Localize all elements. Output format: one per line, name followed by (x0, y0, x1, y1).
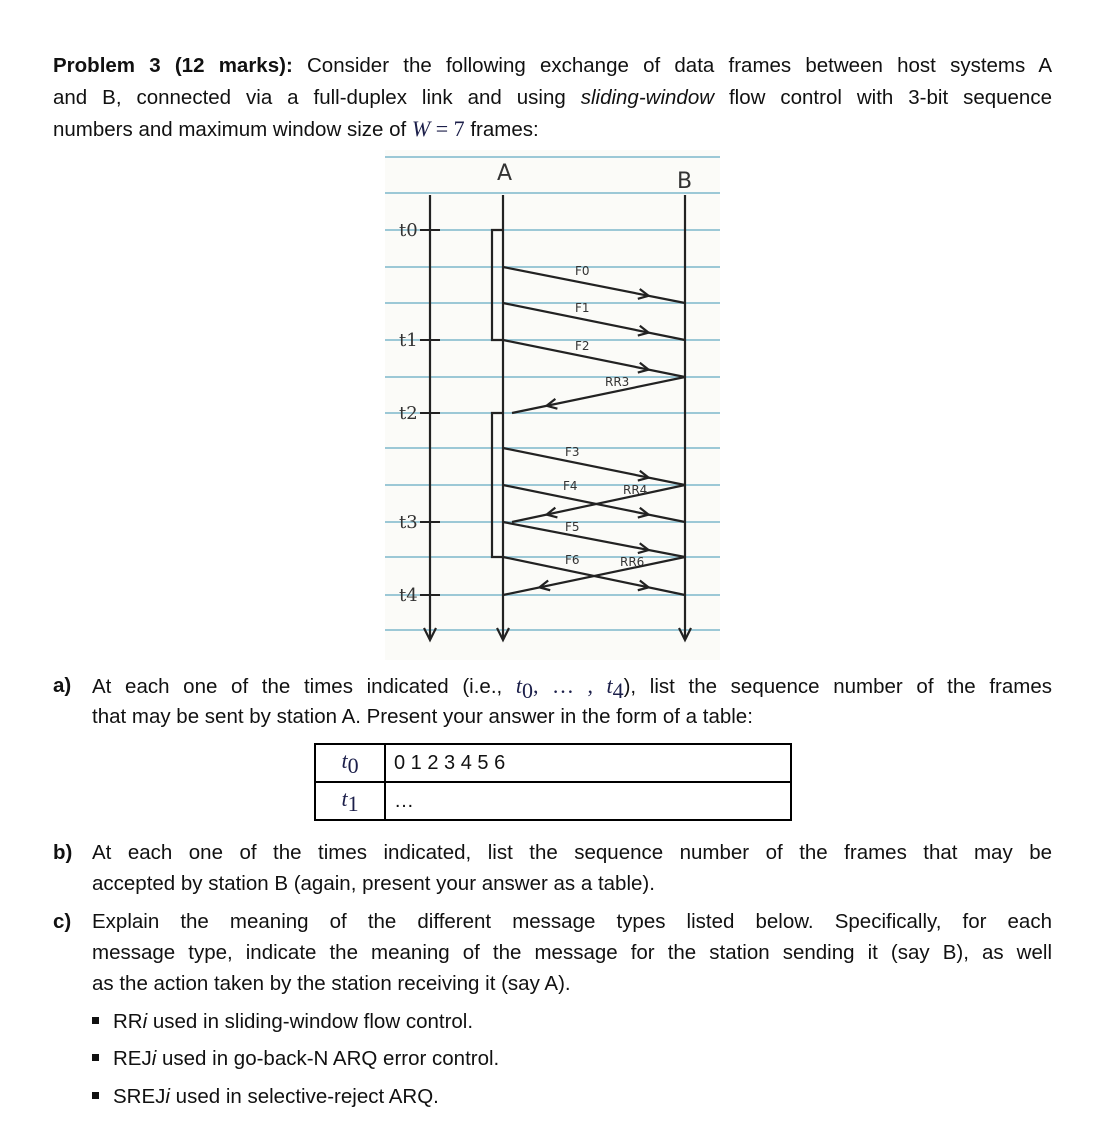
answer-table (314, 743, 792, 821)
math-var: t (341, 785, 348, 811)
part-c-line-3: as the action taken by the station receiving it (say A). (92, 972, 571, 995)
sliding-window-diagram (385, 150, 720, 660)
frame-label: F4 (563, 479, 578, 493)
bullet-item (92, 1046, 499, 1072)
time-label-2: t2 (399, 403, 418, 424)
frame-label: RR6 (620, 555, 645, 569)
bullet-icon (92, 1092, 99, 1099)
frame-label: F6 (565, 553, 580, 567)
math-sub: 4 (612, 678, 624, 704)
problem-line-3 (53, 116, 1052, 143)
text: RR (113, 1010, 143, 1033)
math-sub: 0 (522, 678, 534, 704)
problem-title: Problem 3 (12 marks): (53, 54, 293, 77)
time-label-0: t0 (399, 220, 418, 241)
frame-label: RR3 (605, 375, 630, 389)
math-var: t (606, 673, 613, 698)
part-a-label: a) (53, 674, 72, 697)
frame-label: RR4 (623, 483, 648, 497)
frame-label: F3 (565, 445, 580, 459)
text: and B, connected via a full-duplex link and using (53, 86, 581, 109)
text: At each one of the times indicated (i.e., (92, 675, 516, 698)
time-label-1: t1 (399, 330, 418, 351)
text: SREJ (113, 1085, 166, 1108)
emphasis: i (165, 1085, 170, 1108)
math-var: W (411, 116, 431, 141)
math-var: t (341, 747, 348, 773)
time-cell (315, 782, 385, 820)
part-a-line-1 (92, 673, 1052, 704)
text: REJ (113, 1047, 152, 1070)
time-label-4: t4 (399, 585, 418, 606)
value-cell: 0 1 2 3 4 5 6 (385, 744, 791, 782)
text: frames: (464, 118, 539, 141)
text: used in selective-reject ARQ. (169, 1085, 439, 1108)
math-sub: 0 (347, 752, 359, 778)
text: used in go-back-N ARQ error control. (156, 1047, 500, 1070)
math-var: t (515, 673, 523, 698)
part-b-line-1: At each one of the times indicated, list the sequence number of the frames that may be (92, 841, 1052, 864)
problem-line-1 (53, 53, 1052, 79)
frame-label: F2 (575, 339, 590, 353)
bullet-icon (92, 1017, 99, 1024)
part-c-line-2: message type, indicate the meaning of the message for the station sending it (say B), as well (92, 941, 1052, 964)
emphasis: i (151, 1047, 157, 1070)
part-a-line-2: that may be sent by station A. Present your answer in the form of a table: (92, 705, 753, 728)
text: used in sliding-window flow control. (147, 1010, 474, 1033)
math-eq: = 7 (430, 116, 465, 141)
time-cell (315, 744, 385, 782)
station-a-label: A (497, 161, 513, 186)
part-b-line-2: accepted by station B (again, present your answer as a table). (92, 872, 655, 895)
bullet-icon (92, 1054, 99, 1061)
bullet-item (92, 1009, 473, 1035)
emphasis: sliding-window (580, 86, 715, 109)
part-b-label: b) (53, 841, 73, 864)
time-label-3: t3 (399, 512, 418, 533)
part-c-label: c) (53, 910, 72, 933)
frame-label: F0 (575, 264, 590, 278)
math-sep: , … , (533, 673, 607, 698)
text: numbers and maximum window size of (53, 118, 412, 141)
table-row (315, 782, 791, 820)
frame-label: F1 (575, 301, 590, 315)
station-b-label: B (677, 169, 693, 194)
problem-line-2 (53, 85, 1052, 111)
text: Consider the following exchange of data frames between host systems A (292, 54, 1053, 77)
part-c-line-1: Explain the meaning of the different message types listed below. Specifically, for each (92, 910, 1052, 933)
emphasis: i (142, 1010, 148, 1033)
math-sub: 1 (347, 790, 359, 816)
value-cell: … (385, 782, 791, 820)
frame-label: F5 (565, 520, 580, 534)
text: ), list the sequence number of the frames (623, 675, 1053, 698)
text: flow control with 3-bit sequence (714, 86, 1052, 109)
bullet-item (92, 1084, 439, 1110)
table-row (315, 744, 791, 782)
